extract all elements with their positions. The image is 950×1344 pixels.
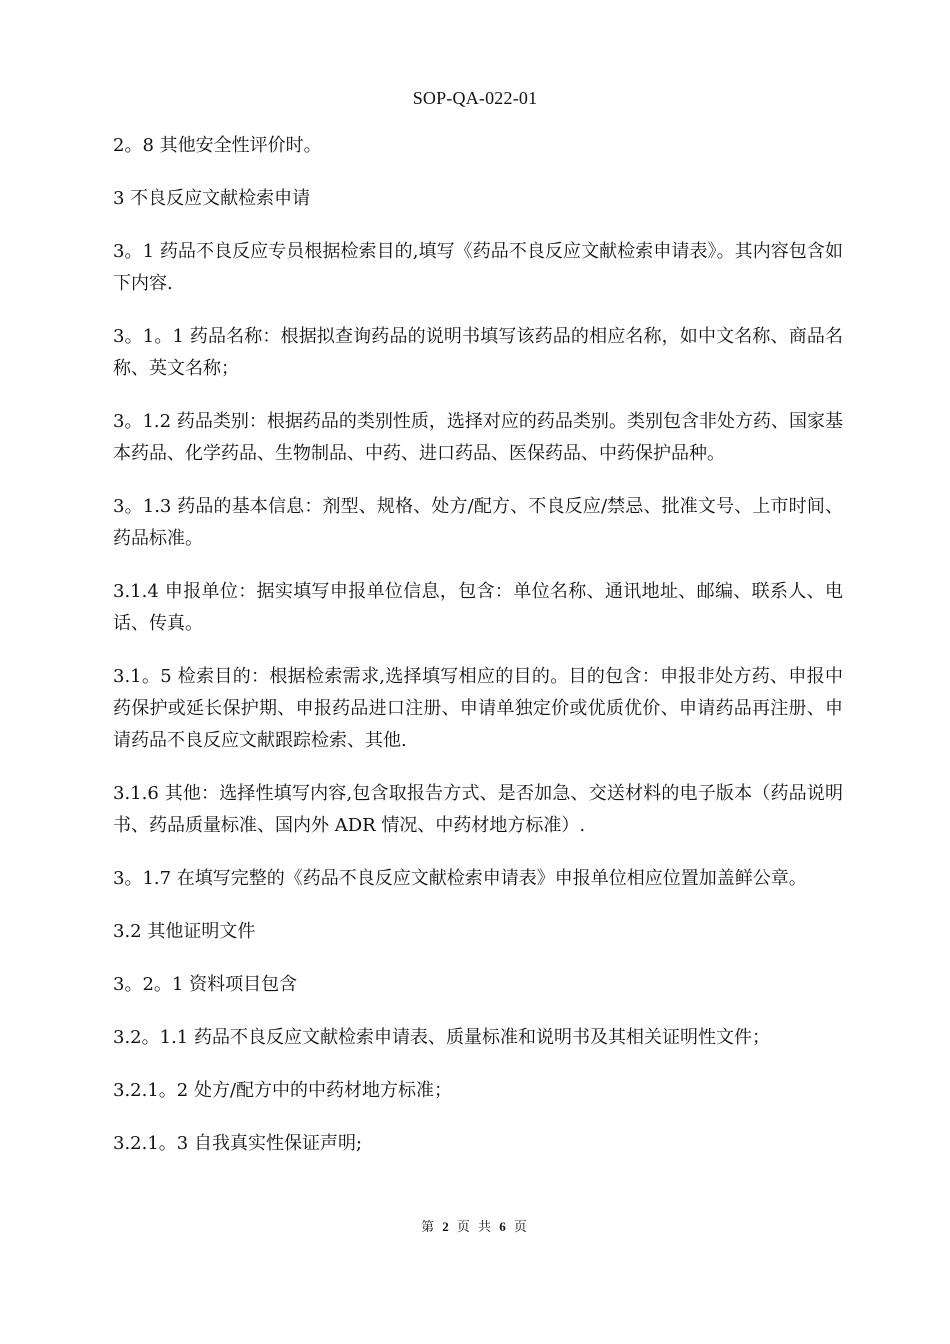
paragraph-3-2-1-3: 3.2.1。3 自我真实性保证声明; bbox=[113, 1133, 363, 1154]
paragraph-3-1-3: 3。1.3 药品的基本信息：剂型、规格、处方/配方、不良反应/禁忌、批准文号、上市时间、药品标准。 bbox=[113, 496, 843, 549]
footer-prefix: 第 bbox=[421, 1220, 437, 1235]
section-heading-3: 3 不良反应文献检索申请 bbox=[113, 188, 311, 209]
paragraph-3-1: 3。1 药品不良反应专员根据检索目的,填写《药品不良反应文献检索申请表》。其内容包含如下内容. bbox=[113, 241, 843, 294]
paragraph-3-1-1: 3。1。1 药品名称：根据拟查询药品的说明书填写该药品的相应名称，如中文名称、商品名称、英文名称； bbox=[113, 326, 843, 379]
paragraph-3-1-6: 3.1.6 其他：选择性填写内容,包含取报告方式、是否加急、交送材料的电子版本（药品说明书、药品质量标准、国内外 ADR 情况、中药材地方标准）. bbox=[113, 783, 843, 836]
footer-total-pages: 6 bbox=[499, 1219, 508, 1234]
paragraph-2-8: 2。8 其他安全性评价时。 bbox=[113, 135, 322, 156]
paragraph-3-2-1-1: 3.2。1.1 药品不良反应文献检索申请表、质量标准和说明书及其相关证明性文件； bbox=[113, 1027, 770, 1048]
paragraph-3-2-1-2: 3.2.1。2 处方/配方中的中药材地方标准； bbox=[113, 1080, 453, 1101]
page-number-footer bbox=[0, 1216, 950, 1235]
paragraph-3-1-7: 3。1.7 在填写完整的《药品不良反应文献检索申请表》申报单位相应位置加盖鲜公章。 bbox=[113, 868, 807, 889]
document-code-header: SOP-QA-022-01 bbox=[412, 88, 538, 108]
paragraph-3-1-4: 3.1.4 申报单位：据实填写申报单位信息，包含：单位名称、通讯地址、邮编、联系人、电话、传真。 bbox=[113, 581, 843, 634]
paragraph-3-1-2: 3。1.2 药品类别：根据药品的类别性质，选择对应的药品类别。类别包含非处方药、国家基本药品、化学药品、生物制品、中药、进口药品、医保药品、中药保护品种。 bbox=[113, 411, 843, 464]
paragraph-3-2-1: 3。2。1 资料项目包含 bbox=[113, 974, 298, 995]
footer-suffix: 页 bbox=[513, 1220, 529, 1235]
section-heading-3-2: 3.2 其他证明文件 bbox=[113, 921, 256, 942]
footer-middle: 页 共 bbox=[456, 1220, 494, 1235]
document-body bbox=[113, 130, 843, 1181]
footer-current-page: 2 bbox=[442, 1219, 451, 1234]
paragraph-3-1-5: 3.1。5 检索目的：根据检索需求,选择填写相应的目的。目的包含：申报非处方药、申报中药保护或延长保护期、申报药品进口注册、申请单独定价或优质优价、申请药品再注册、申请药品不良反应文献跟踪检索、其他. bbox=[113, 666, 843, 751]
